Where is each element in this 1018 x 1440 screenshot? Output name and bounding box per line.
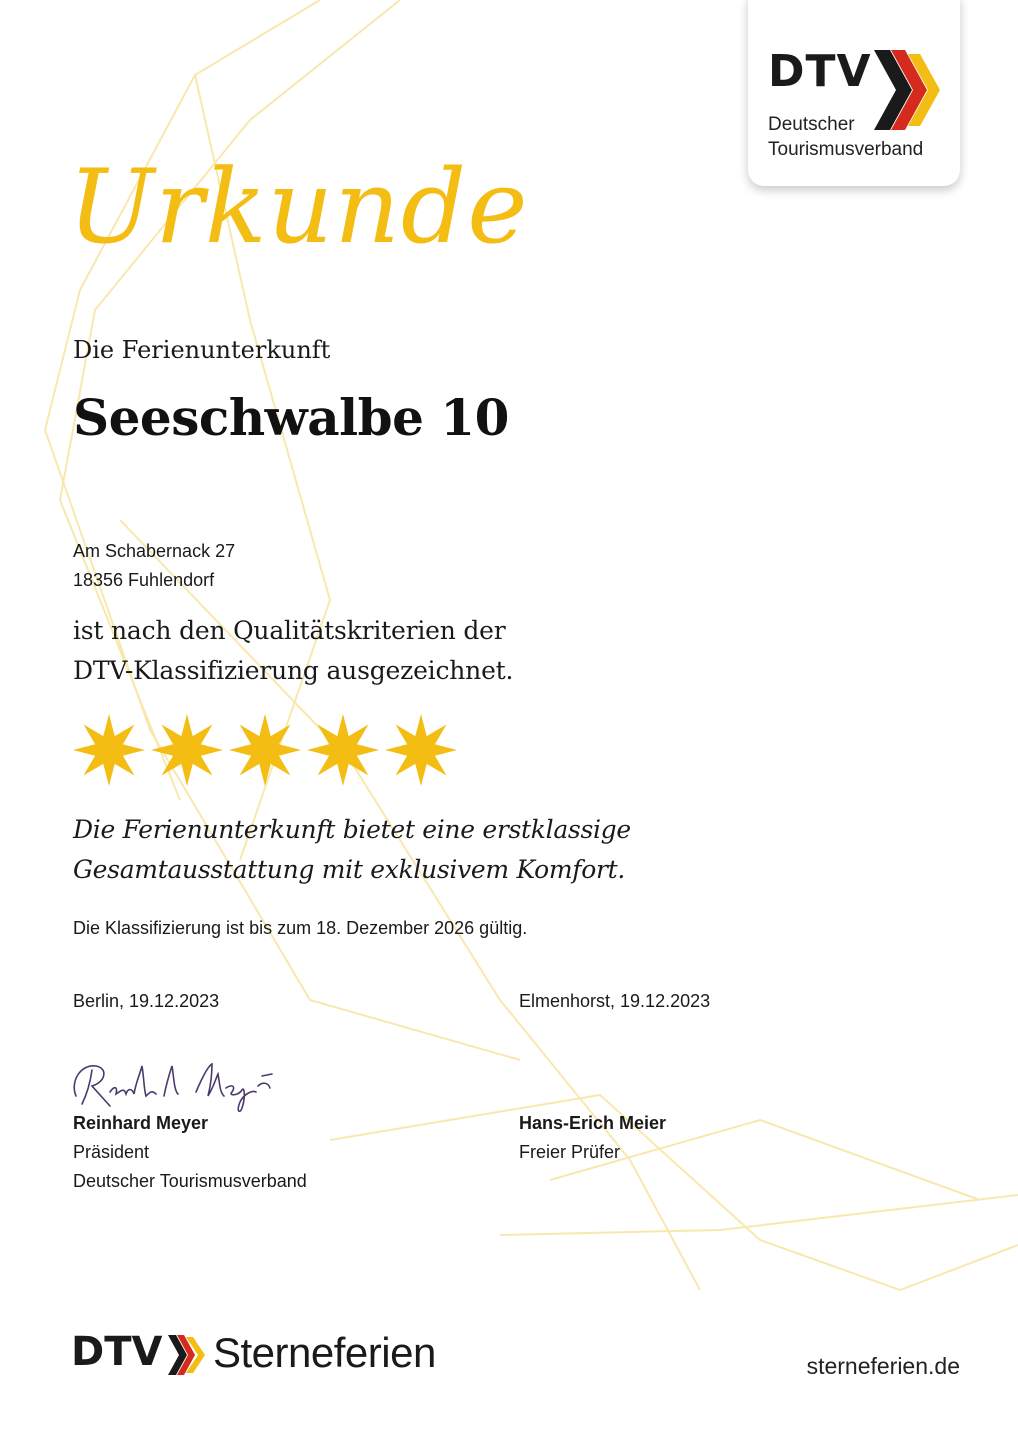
handwritten-signature [66, 1052, 286, 1116]
footer-brand-name: Sterneferien [213, 1329, 436, 1376]
right-place-date: Elmenhorst, 19.12.2023 [519, 991, 711, 1011]
validity-text: Die Klassifizierung ist bis zum 18. Dezember 2026 gültig. [73, 918, 528, 938]
star-icon [307, 714, 379, 786]
badge-abbr: DTV [768, 46, 872, 97]
star-rating [73, 712, 463, 788]
left-signatory-org: Deutscher Tourismusverband [73, 1171, 307, 1191]
footer-website: sterneferien.de [806, 1353, 960, 1379]
star-icon [229, 714, 301, 786]
left-signatory-role: Präsident [73, 1142, 150, 1162]
address-city: 18356 Fuhlendorf [73, 570, 215, 590]
footer-chevron-icon [167, 1332, 207, 1378]
address-street: Am Schabernack 27 [73, 541, 236, 561]
claim-line-1: ist nach den Qualitätskriterien der [73, 616, 506, 645]
description-line-2: Gesamtausstattung mit exklusivem Komfort. [73, 855, 626, 884]
footer-brand-logo [71, 1330, 451, 1380]
badge-line-1: Deutscher [768, 114, 855, 135]
star-icon [385, 714, 457, 786]
lead-text: Die Ferienunterkunft [73, 336, 331, 364]
right-signatory-role: Freier Prüfer [519, 1142, 621, 1162]
star-icon [73, 714, 145, 786]
badge-line-2: Tourismusverband [768, 139, 924, 160]
document-title: Urkunde [68, 148, 529, 267]
dtv-flag-chevron-icon [872, 48, 942, 132]
left-signatory-name: Reinhard Meyer [73, 1113, 209, 1133]
footer-brand-abbr: DTV [71, 1329, 163, 1375]
property-name: Seeschwalbe 10 [73, 388, 509, 447]
dtv-badge [748, 0, 960, 186]
description-line-1: Die Ferienunterkunft bietet eine erstklassige [73, 815, 631, 844]
claim-line-2: DTV-Klassifizierung ausgezeichnet. [73, 656, 514, 685]
right-signatory-name: Hans-Erich Meier [519, 1113, 667, 1133]
left-place-date: Berlin, 19.12.2023 [73, 991, 220, 1011]
star-icon [151, 714, 223, 786]
